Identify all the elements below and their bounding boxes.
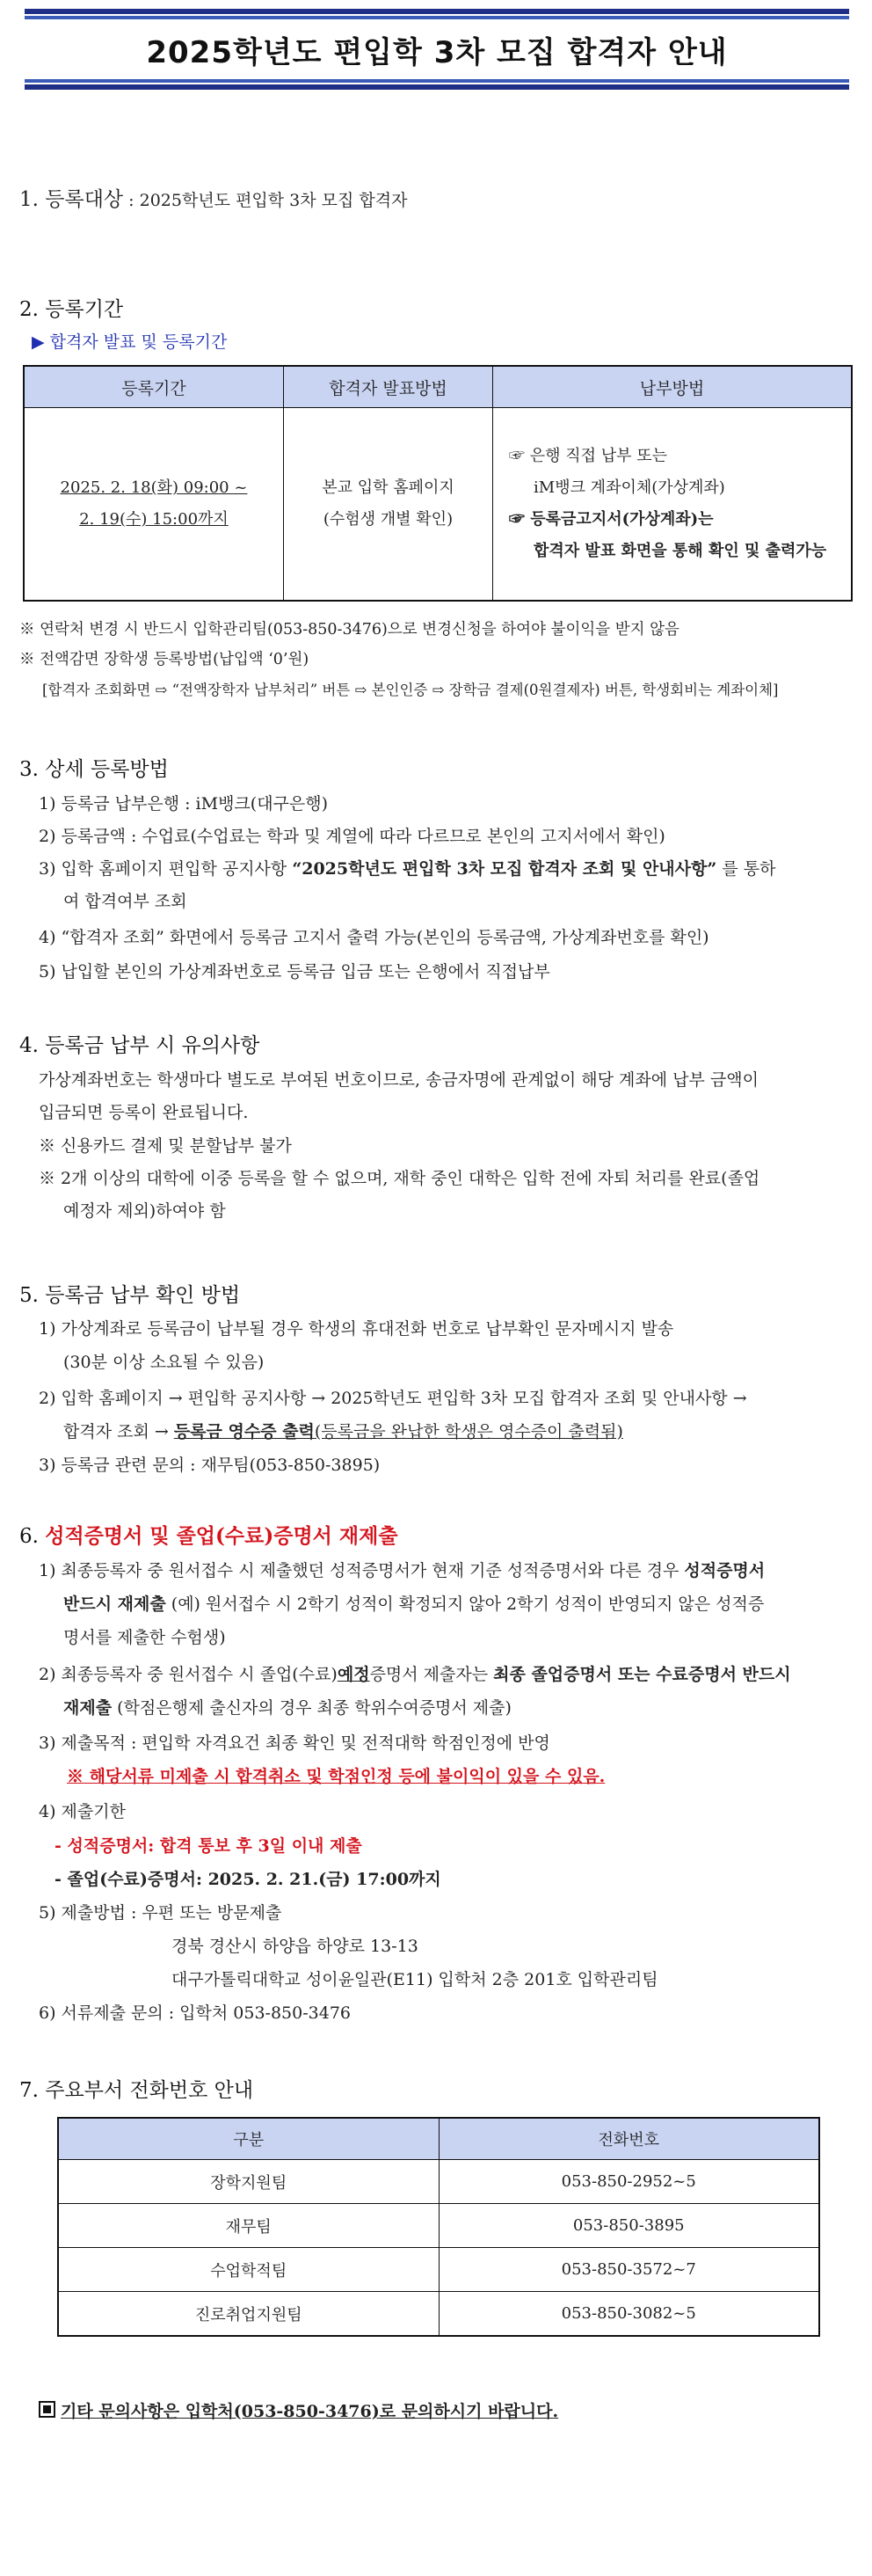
s3-item-5: 5) 납입할 본인의 가상계좌번호로 등록금 입금 또는 은행에서 직접납부 xyxy=(39,962,550,982)
section-1-head: 1. 등록대상 xyxy=(19,188,124,211)
section-4-head: 4. 등록금 납부 시 유의사항 xyxy=(19,1034,260,1057)
s6-line-2: 반드시 재제출 (예) 원서접수 시 2학기 성적이 확정되지 않아 2학기 성적이 반영되지 않은 성적증 xyxy=(63,1594,765,1614)
table-row xyxy=(58,2248,819,2292)
s3-item-3: 3) 입학 홈페이지 편입학 공지사항 “2025학년도 편입학 3차 모집 합격자 조회 및 안내사항” 를 통하 xyxy=(39,859,776,879)
payment-bank: ☞ 은행 직접 납부 또는 xyxy=(509,447,667,465)
announce-method: 본교 입학 홈페이지 xyxy=(322,478,454,497)
department-phone: 053-850-3082~5 xyxy=(439,2292,819,2337)
contact-change-note: ※ 연락처 변경 시 반드시 입학관리팀(053-850-3476)으로 변경신청을 하여야 불이익을 받지 않음 xyxy=(19,621,679,639)
s6-line-1: 1) 최종등록자 중 원서접수 시 제출했던 성적증명서가 현재 기준 성적증명서와 다른 경우 성적증명서 xyxy=(39,1561,766,1580)
section-2-subhead: ▶ 합격자 발표 및 등록기간 xyxy=(32,332,228,352)
footer-text: 기타 문의사항은 입학처(053-850-3476)로 문의하시기 바랍니다. xyxy=(61,2402,559,2421)
s6-deadline-head: 4) 제출기한 xyxy=(39,1802,126,1821)
department-phone: 053-850-3572~7 xyxy=(439,2248,819,2292)
s6-line-3: 명서를 제출한 수험생) xyxy=(63,1628,226,1647)
col-period: 등록기간 xyxy=(24,366,284,408)
section-6-head: 6. 성적증명서 및 졸업(수료)증명서 재제출 xyxy=(19,1524,398,1548)
s4-line-1: 가상계좌번호는 학생마다 별도로 부여된 번호이므로, 송금자명에 관계없이 해당 계좌에 납부 금액이 xyxy=(39,1070,759,1090)
col-phone: 전화번호 xyxy=(439,2118,819,2160)
s5-line-5: 3) 등록금 관련 문의 : 재무팀(053-850-3895) xyxy=(39,1456,381,1475)
s5-line-1: 1) 가상계좌로 등록금이 납부될 경우 학생의 휴대전화 번호로 납부확인 문자메시지 발송 xyxy=(39,1319,674,1339)
payment-bill: ☞ 등록금고지서(가상계좌)는 xyxy=(509,510,714,529)
full-scholarship-note: ※ 전액감면 장학생 등록방법(납입액 ‘0’원) xyxy=(19,651,309,668)
s4-line-5: 예정자 제외)하여야 함 xyxy=(63,1201,226,1221)
s6-deadline-transcript: - 성적증명서: 합격 통보 후 3일 이내 제출 xyxy=(54,1836,362,1856)
section-5-head: 5. 등록금 납부 확인 방법 xyxy=(19,1284,241,1307)
registration-period-table xyxy=(23,365,853,602)
table-row xyxy=(58,2204,819,2248)
footer-note xyxy=(39,2398,558,2422)
s6-warning: ※ 해당서류 미제출 시 합격취소 및 학점인정 등에 불이익이 있을 수 있음. xyxy=(67,1767,606,1786)
s5-line-3: 2) 입학 홈페이지 → 편입학 공지사항 → 2025학년도 편입학 3차 모집 합격자 조회 및 안내사항 → xyxy=(39,1389,747,1408)
section-7-head: 7. 주요부서 전화번호 안내 xyxy=(19,2079,254,2102)
department-phone: 053-850-2952~5 xyxy=(439,2160,819,2204)
s3-item-1: 1) 등록금 납부은행 : iM뱅크(대구은행) xyxy=(39,794,329,814)
page-title: 2025학년도 편입학 3차 모집 합격자 안내 xyxy=(146,34,728,70)
period-end: 2. 19(수) 15:00까지 xyxy=(79,510,229,529)
section-1 xyxy=(19,183,407,212)
table-row xyxy=(58,2292,819,2337)
s6-address-2: 대구가톨릭대학교 성이윤일관(E11) 입학처 2층 201호 입학관리팀 xyxy=(171,1970,658,1989)
payment-cell xyxy=(493,408,853,602)
square-bullet-icon xyxy=(39,2401,55,2418)
period-cell xyxy=(24,408,284,602)
s3-item-2: 2) 등록금액 : 수업료(수업료는 학과 및 계열에 따라 다르므로 본인의 고지서에서 확인) xyxy=(39,827,665,846)
payment-transfer: iM뱅크 계좌이체(가상계좌) xyxy=(534,478,725,497)
payment-bill-detail: 합격자 발표 화면을 통해 확인 및 출력가능 xyxy=(534,542,827,560)
s4-line-4: ※ 2개 이상의 대학에 이중 등록을 할 수 없으며, 재학 중인 대학은 입학 전에 자퇴 처리를 완료(졸업 xyxy=(39,1169,760,1188)
announce-note: (수험생 개별 확인) xyxy=(323,510,454,529)
department-name: 진로취업지원팀 xyxy=(58,2292,439,2337)
s4-line-3: ※ 신용카드 결제 및 분할납부 불가 xyxy=(39,1136,292,1156)
s6-address-1: 경북 경산시 하양읍 하양로 13-13 xyxy=(171,1937,418,1956)
col-announce: 합격자 발표방법 xyxy=(284,366,493,408)
department-name: 장학지원팀 xyxy=(58,2160,439,2204)
s6-line-5: 재제출 (학점은행제 출신자의 경우 최종 학위수여증명서 제출) xyxy=(63,1698,512,1718)
announce-cell xyxy=(284,408,493,602)
department-phone: 053-850-3895 xyxy=(439,2204,819,2248)
section-2-head: 2. 등록기간 xyxy=(19,298,124,321)
col-department: 구분 xyxy=(58,2118,439,2160)
s4-line-2: 입금되면 등록이 완료됩니다. xyxy=(39,1103,249,1122)
s6-line-4: 2) 최종등록자 중 원서접수 시 졸업(수료)예정증명서 제출자는 최종 졸업증명서 또는 수료증명서 반드시 xyxy=(39,1665,791,1684)
department-phone-table xyxy=(57,2117,820,2337)
s6-deadline-diploma: - 졸업(수료)증명서: 2025. 2. 21.(금) 17:00까지 xyxy=(54,1870,441,1889)
section-1-text: : 2025학년도 편입학 3차 모집 합격자 xyxy=(123,191,408,210)
s3-item-4: 4) “합격자 조회” 화면에서 등록금 고지서 출력 가능(본인의 등록금액, 가상계좌번호를 확인) xyxy=(39,928,709,947)
s5-line-4: 합격자 조회 → 등록금 영수증 출력(등록금을 완납한 학생은 영수증이 출력됨) xyxy=(63,1422,623,1441)
full-scholarship-steps: [합격자 조회화면 ⇨ “전액장학자 납부처리” 버튼 ⇨ 본인인증 ⇨ 장학금 결제(0원결제자) 버튼, 학생회비는 계좌이체] xyxy=(42,682,779,698)
s6-inquiry: 6) 서류제출 문의 : 입학처 053-850-3476 xyxy=(39,2003,352,2023)
s6-method: 5) 제출방법 : 우편 또는 방문제출 xyxy=(39,1903,282,1923)
section-3-head: 3. 상세 등록방법 xyxy=(19,758,169,781)
col-payment: 납부방법 xyxy=(493,366,853,408)
s6-line-6: 3) 제출목적 : 편입학 자격요건 최종 확인 및 전적대학 학점인정에 반영 xyxy=(39,1733,550,1753)
department-name: 수업학적팀 xyxy=(58,2248,439,2292)
department-name: 재무팀 xyxy=(58,2204,439,2248)
s5-line-2: (30분 이상 소요될 수 있음) xyxy=(63,1353,265,1372)
s3-item-3-cont: 여 합격여부 조회 xyxy=(63,892,187,911)
period-start: 2025. 2. 18(화) 09:00 ~ xyxy=(60,478,248,497)
title-banner xyxy=(25,9,849,90)
table-row xyxy=(58,2160,819,2204)
